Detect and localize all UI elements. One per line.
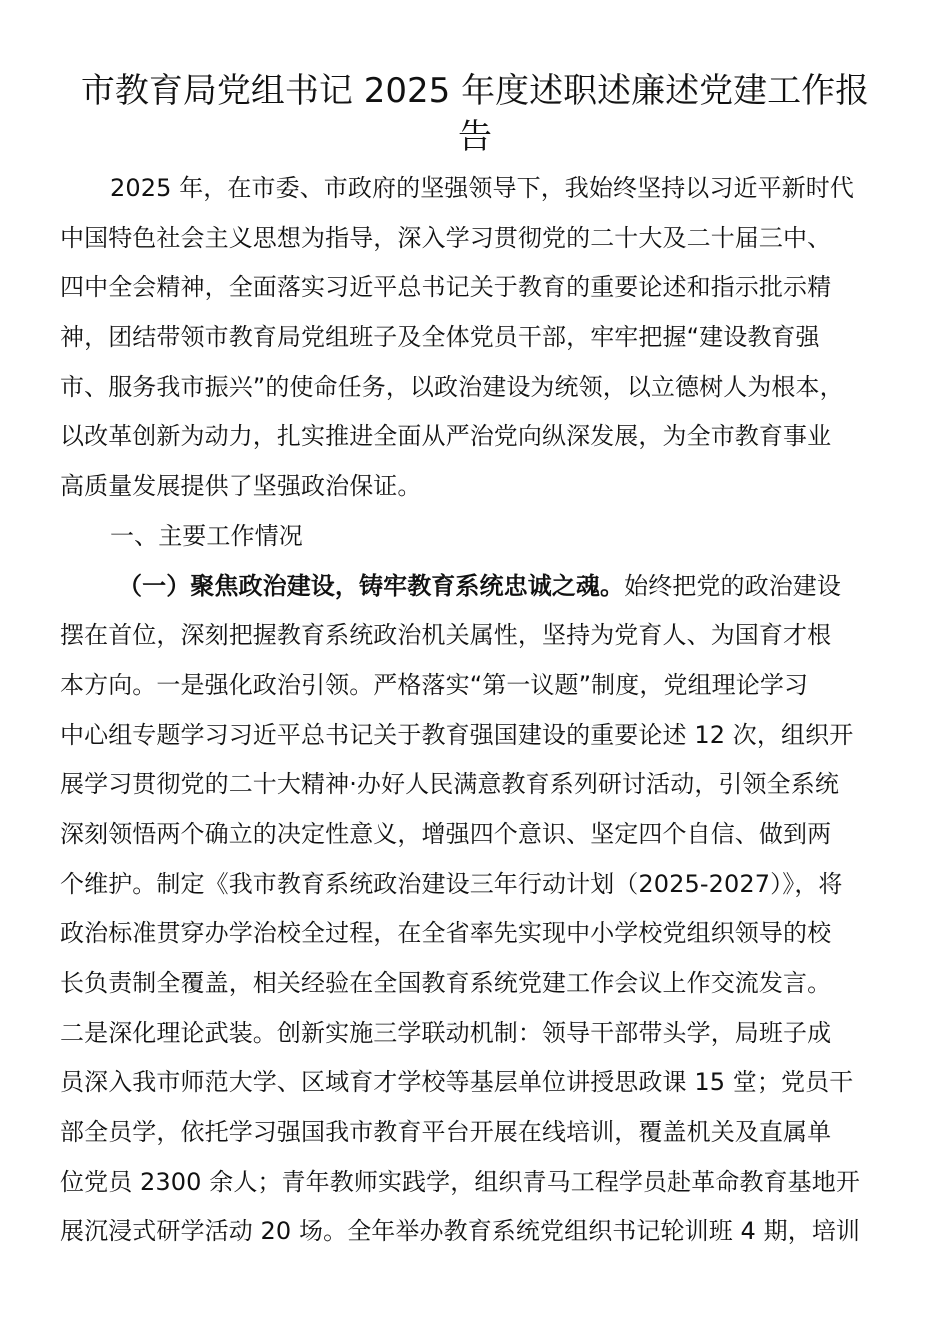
section-heading: 一、主要工作情况 — [110, 521, 303, 550]
document-body — [60, 168, 890, 1261]
paragraph-line: 展学习贯彻党的二十大精神·办好人民满意教育系列研讨活动，引领全系统 — [60, 770, 839, 799]
paragraph-line: 市、服务我市振兴”的使命任务，以政治建设为统领，以立德树人为根本， — [60, 372, 844, 401]
paragraph-line: 高质量发展提供了坚强政治保证。 — [60, 472, 422, 501]
intro-paragraph — [60, 168, 890, 516]
document-title-line-2: 告 — [458, 117, 492, 157]
paragraph-line: 中心组专题学习习近平总书记关于教育强国建设的重要论述 12 次，组织开 — [60, 720, 854, 749]
paragraph-line: 以改革创新为动力，扎实推进全面从严治党向纵深发展，为全市教育事业 — [60, 422, 832, 451]
paragraph-line: 中国特色社会主义思想为指导，深入学习贯彻党的二十大及二十届三中、 — [60, 223, 832, 252]
paragraph-line: 四中全会精神，全面落实习近平总书记关于教育的重要论述和指示批示精 — [60, 273, 832, 302]
paragraph-line: 位党员 2300 余人；青年教师实践学，组织青马工程学员赴革命教育基地开 — [60, 1167, 860, 1196]
paragraph-line: 员深入我市师范大学、区域育才学校等基层单位讲授思政课 15 堂；党员干 — [60, 1068, 854, 1097]
paragraph-line: 摆在首位，深刻把握教育系统政治机关属性，坚持为党育人、为国育才根 — [60, 621, 832, 650]
subsection-1-heading: （一）聚焦政治建设，铸牢教育系统忠诚之魂。 — [118, 571, 625, 600]
paragraph-line: 2025 年，在市委、市政府的坚强领导下，我始终坚持以习近平新时代 — [110, 174, 855, 202]
document-title — [40, 68, 910, 160]
paragraph-line: 长负责制全覆盖，相关经验在全国教育系统党建工作会议上作交流发言。 — [60, 969, 832, 997]
paragraph-line: 展沉浸式研学活动 20 场。全年举办教育系统党组织书记轮训班 4 期，培训 — [60, 1217, 861, 1246]
paragraph-line: 本方向。一是强化政治引领。严格落实“第一议题”制度，党组理论学习 — [60, 670, 809, 699]
paragraph-line: 部全员学，依托学习强国我市教育平台开展在线培训，覆盖机关及直属单 — [60, 1118, 832, 1147]
paragraph-line: 个维护。制定《我市教育系统政治建设三年行动计划（2025-2027）》，将 — [60, 869, 843, 898]
subsection-1-paragraph — [60, 566, 890, 1262]
document-title-line-1: 市教育局党组书记 2025 年度述职述廉述党建工作报 — [80, 71, 870, 111]
paragraph-line: 二是深化理论武装。创新实施三学联动机制：领导干部带头学，局班子成 — [60, 1018, 832, 1047]
subsection-1-first-line — [60, 566, 890, 616]
subsection-1-first-line-text: 始终把党的政治建设 — [624, 571, 842, 600]
paragraph-line: 深刻领悟两个确立的决定性意义，增强四个意识、坚定四个自信、做到两 — [60, 819, 832, 848]
paragraph-line: 神，团结带领市教育局党组班子及全体党员干部，牢牢把握“建设教育强 — [60, 323, 820, 352]
paragraph-line: 政治标准贯穿办学治校全过程，在全省率先实现中小学校党组织领导的校 — [60, 919, 832, 948]
